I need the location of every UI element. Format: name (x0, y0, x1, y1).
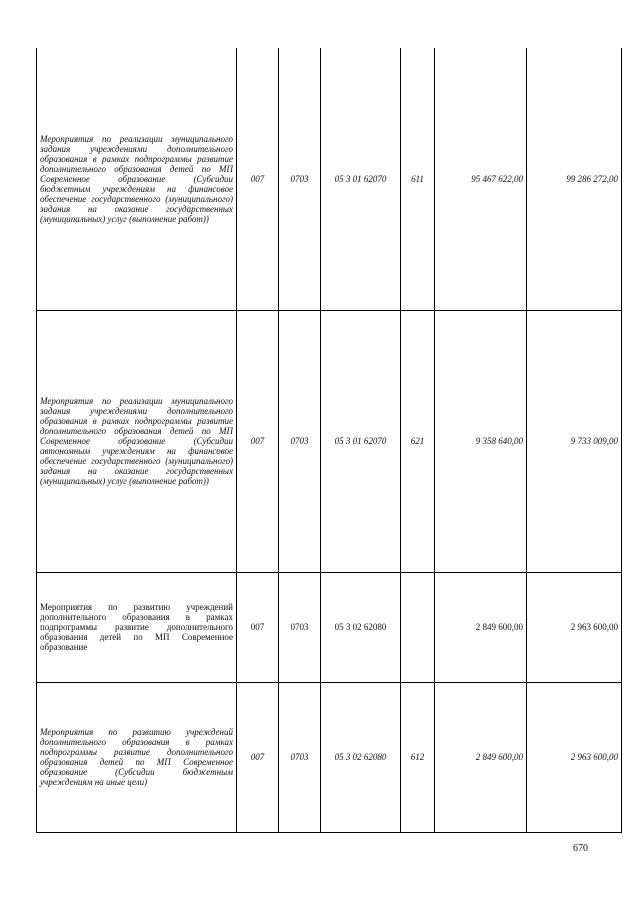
section-code: 0703 (279, 310, 321, 572)
expense-type: 612 (401, 682, 435, 832)
grbs-code: 007 (237, 48, 279, 310)
amount-year-1: 95 467 622,00 (435, 48, 527, 310)
target-article: 05 3 02 62080 (321, 682, 401, 832)
section-code: 0703 (279, 48, 321, 310)
grbs-code: 007 (237, 682, 279, 832)
grbs-code: 007 (237, 572, 279, 682)
expense-type: 621 (401, 310, 435, 572)
row-description: Мероприятия по реализации муниципального задания учреждениями дополнительного образования в рамках подпрограммы развитие дополнительного образования детей по МП Современное образование (Субсидии автономным учреждениям на финансовое обеспечение государственного (муниципального) задания на оказание государственных (муниципальных) услуг (выполнение работ)) (37, 310, 237, 572)
budget-table (36, 48, 622, 833)
table-row (37, 310, 622, 572)
expense-type (401, 572, 435, 682)
row-description: Мероприятия по развитию учреждений дополнительного образования в рамках подпрограммы развитие дополнительного образования детей по МП Современное образование (Субсидии бюджетным учреждениям на иные цели) (37, 682, 237, 832)
amount-year-1: 2 849 600,00 (435, 682, 527, 832)
target-article: 05 3 02 62080 (321, 572, 401, 682)
amount-year-1: 9 358 640,00 (435, 310, 527, 572)
table-row (37, 48, 622, 310)
section-code: 0703 (279, 572, 321, 682)
amount-year-2: 9 733 009,00 (527, 310, 622, 572)
amount-year-2: 2 963 600,00 (527, 572, 622, 682)
amount-year-2: 2 963 600,00 (527, 682, 622, 832)
target-article: 05 3 01 62070 (321, 310, 401, 572)
page-number: 670 (573, 843, 588, 854)
expense-type: 611 (401, 48, 435, 310)
target-article: 05 3 01 62070 (321, 48, 401, 310)
row-description: Мероприятия по развитию учреждений дополнительного образования в рамках подпрограммы развитие дополнительного образования детей по МП Современное образование (37, 572, 237, 682)
table-row (37, 682, 622, 832)
section-code: 0703 (279, 682, 321, 832)
amount-year-2: 99 286 272,00 (527, 48, 622, 310)
row-description: Мероприятия по реализации муниципального задания учреждениями дополнительного образования в рамках подпрограммы развитие дополнительного образования детей по МП Современное образование (Субсидии бюджетным учреждениям на финансовое обеспечение государственного (муниципального) задания на оказание государственных (муниципальных) услуг (выполнение работ)) (37, 48, 237, 310)
grbs-code: 007 (237, 310, 279, 572)
table-row (37, 572, 622, 682)
amount-year-1: 2 849 600,00 (435, 572, 527, 682)
